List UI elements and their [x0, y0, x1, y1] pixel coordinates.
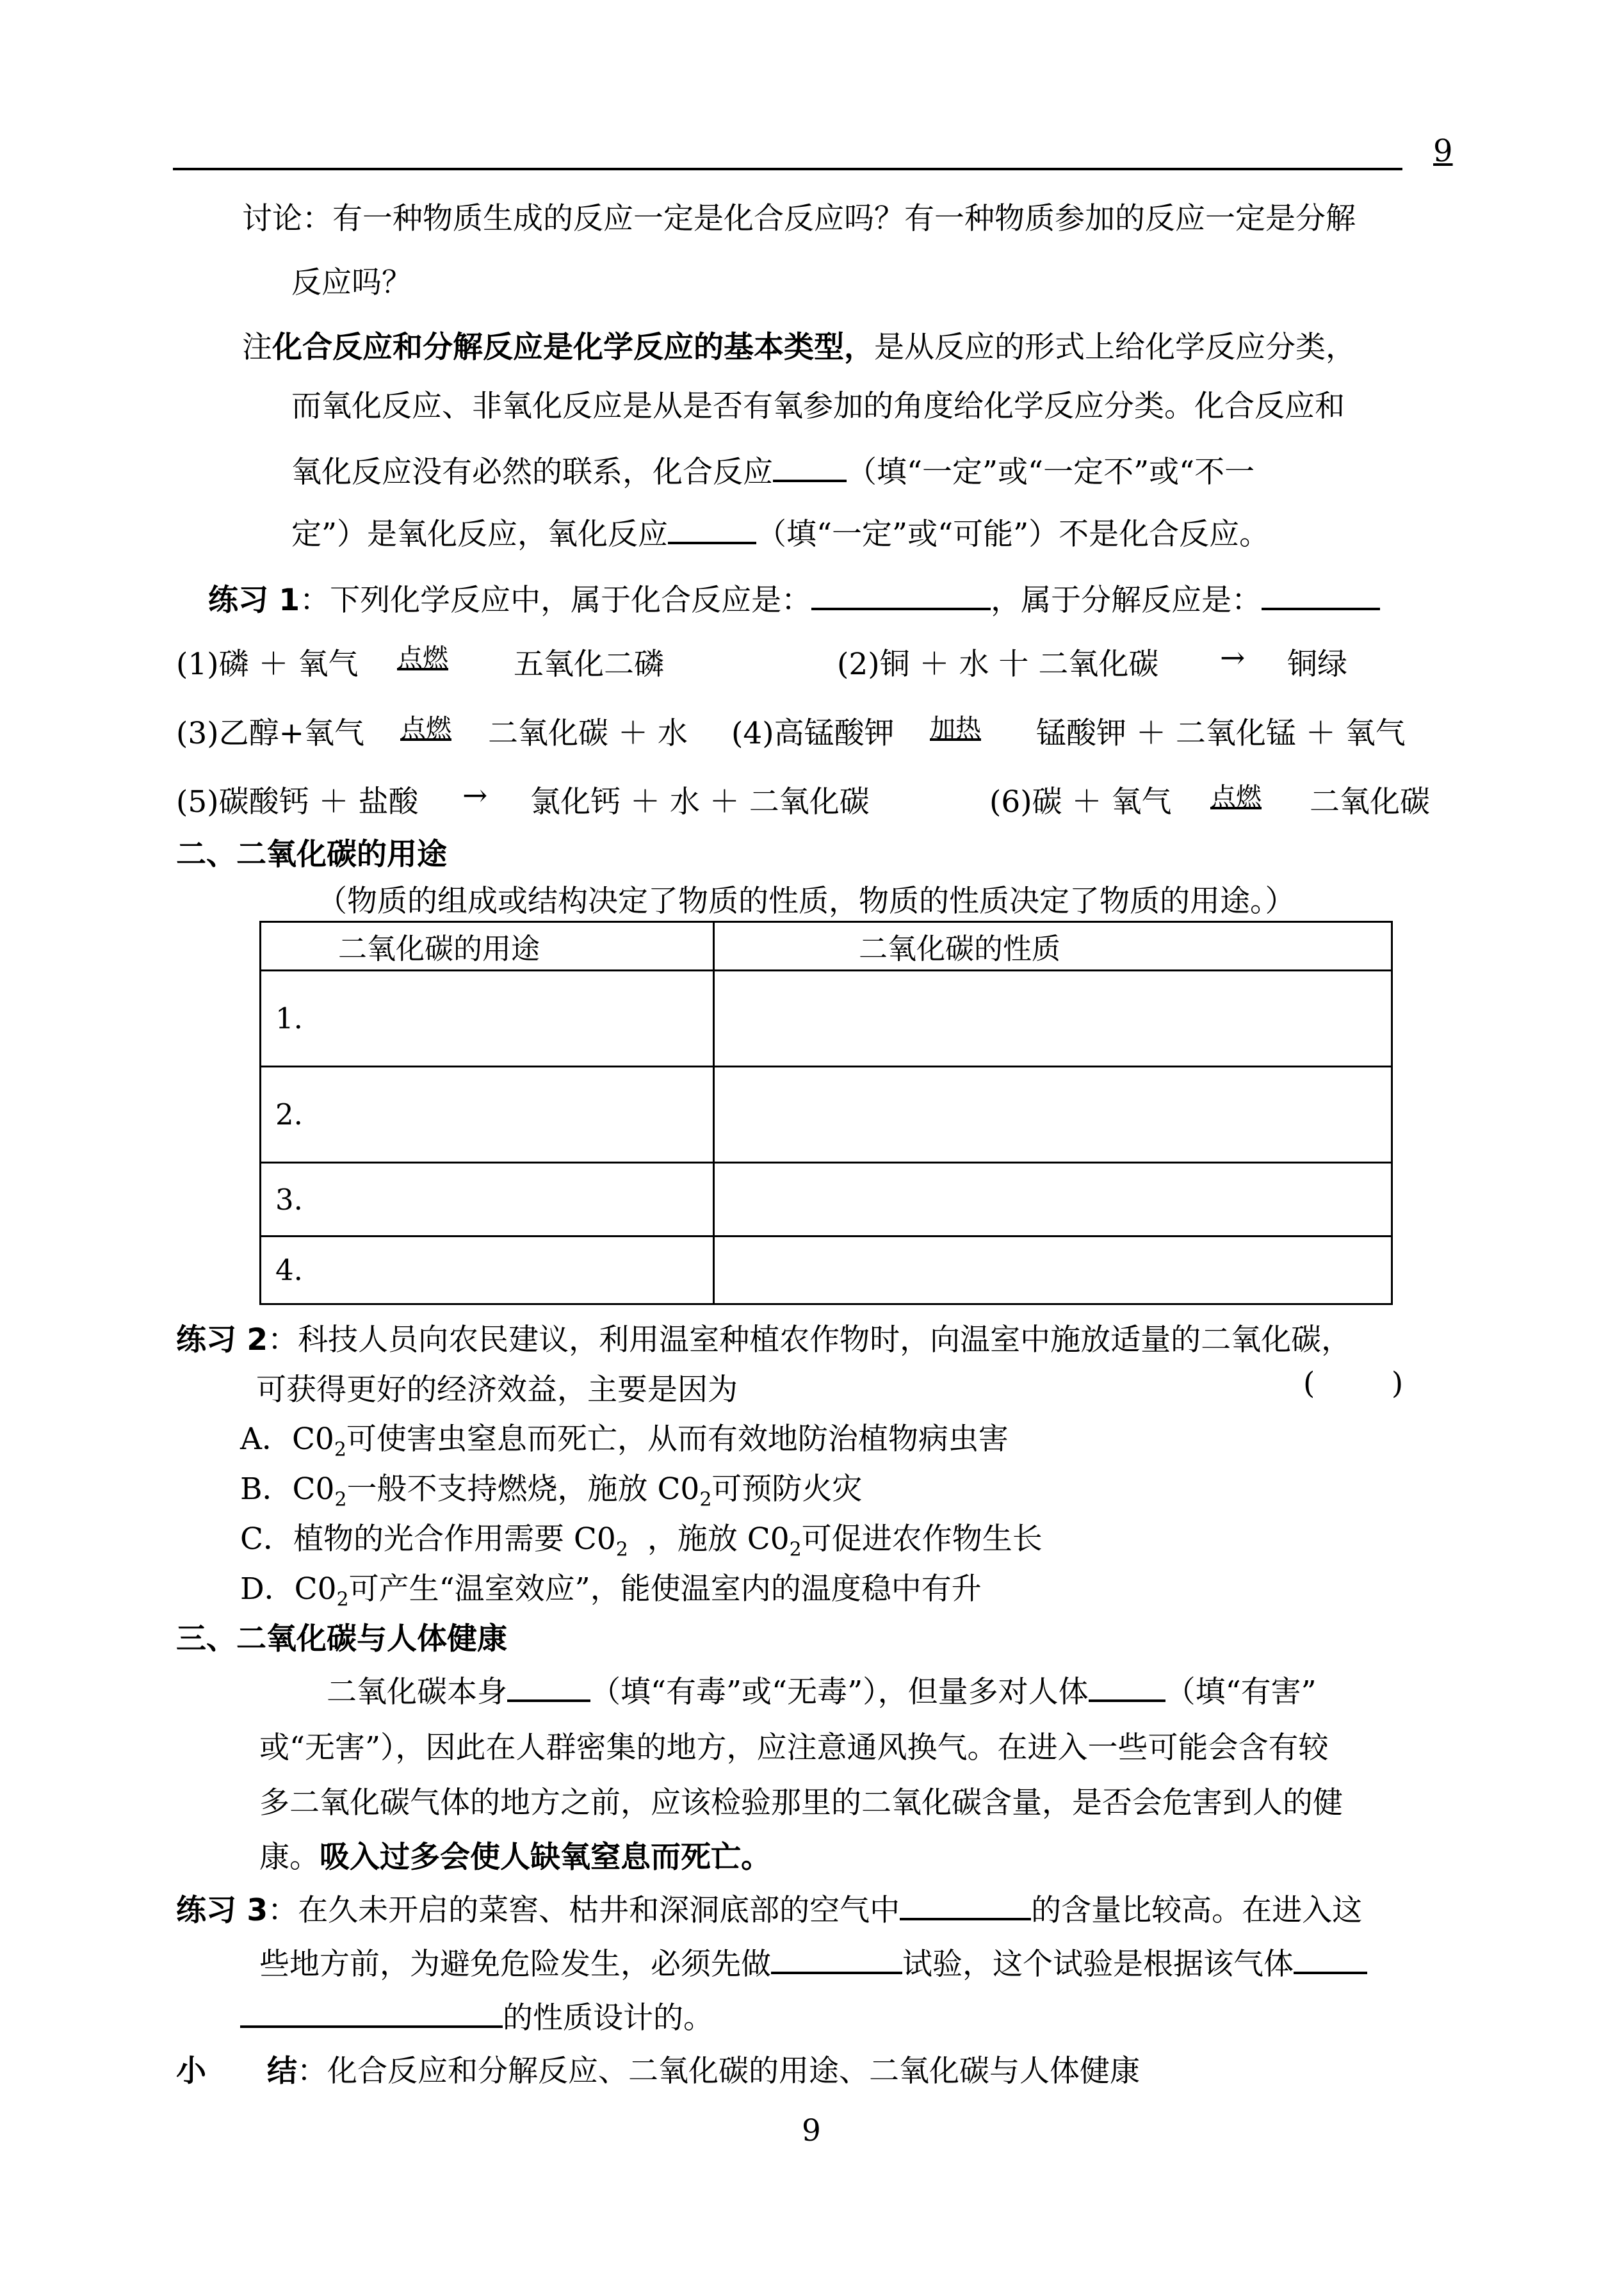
- summary-text: ：化合反应和分解反应、二氧化碳的用途、二氧化碳与人体健康: [297, 2054, 1140, 2089]
- reaction-1-condition: 点燃: [397, 644, 448, 673]
- table-row: [261, 971, 1392, 1067]
- note-line-2: 而氧化反应、非氧化反应是从是否有氧参加的角度给化学反应分类。化合反应和: [291, 389, 1345, 424]
- uses-table-header-properties: 二氧化碳的性质: [714, 922, 1392, 971]
- reaction-6-product: 二氧化碳: [1310, 784, 1430, 820]
- reaction-3-condition: 点燃: [400, 714, 451, 743]
- subscript: 2: [336, 1588, 349, 1611]
- blank-4[interactable]: [1262, 580, 1380, 610]
- subscript: 2: [615, 1538, 628, 1561]
- table-row: [261, 1237, 1392, 1304]
- properties-cell[interactable]: [714, 1067, 1392, 1163]
- blank-8[interactable]: [771, 1943, 902, 1974]
- footer-page-number: 9: [802, 2113, 821, 2148]
- note-line-3: [291, 448, 1255, 491]
- exercise-3-line-1-b: 的含量比较高。在进入这: [1031, 1893, 1363, 1928]
- subscript: 2: [699, 1488, 712, 1511]
- option-a-rest: 可使害虫窒息而死亡，从而有效地防治植物病虫害: [346, 1422, 1009, 1457]
- summary-label-a: 小: [176, 2054, 206, 2089]
- note-line-1-rest: 是从反应的形式上给化学反应分类，: [874, 330, 1356, 365]
- summary: [176, 2047, 1140, 2090]
- option-c-mid: ，施放 C0: [647, 1521, 790, 1557]
- blank-9-continued[interactable]: [240, 1997, 503, 2028]
- blank-7[interactable]: [900, 1890, 1031, 1920]
- exercise-2-text: ：科技人员向农民建议，利用温室种植农作物时，向温室中施放适量的二氧化碳，: [268, 1322, 1352, 1358]
- blank-2[interactable]: [668, 514, 756, 544]
- discussion-line-1: 讨论：有一种物质生成的反应一定是化合反应吗？有一种物质参加的反应一定是分解: [242, 201, 1356, 236]
- note-line-3-b: （填“一定”或“一定不”或“不一: [847, 455, 1255, 490]
- exercise-3-line-1-a: ：在久未开启的菜窖、枯井和深洞底部的空气中: [268, 1893, 900, 1928]
- reaction-2: (2)铜 ＋ 水 十 二氧化碳: [837, 647, 1159, 682]
- option-d: [240, 1565, 982, 1610]
- blank-9[interactable]: [1294, 1943, 1367, 1974]
- blank-6[interactable]: [1089, 1671, 1165, 1702]
- note-line-4: [291, 510, 1269, 553]
- option-c-rest: 可促进农作物生长: [801, 1521, 1043, 1557]
- reaction-1-product: 五氧化二磷: [514, 647, 664, 682]
- note-line-4-b: （填“一定”或“可能”）不是化合反应。: [756, 517, 1270, 552]
- option-c-text: C．植物的光合作用需要 C0: [240, 1521, 616, 1557]
- uses-table-header-row: [261, 922, 1392, 971]
- exercise-3-line-2-b: 试验，这个试验是根据该气体: [902, 1947, 1294, 1982]
- option-a-text: A．C0: [240, 1422, 334, 1457]
- exercise-3-line-1: [176, 1886, 1362, 1929]
- section-2-title: 二、二氧化碳的用途: [176, 837, 447, 872]
- subscript: 2: [789, 1538, 802, 1561]
- blank-3[interactable]: [811, 580, 991, 610]
- reaction-4-product: 锰酸钾 ＋ 二氧化锰 ＋ 氧气: [1036, 716, 1406, 751]
- discussion-line-2: 反应吗？: [291, 265, 412, 300]
- exercise-2-line-1: [176, 1316, 1351, 1359]
- exercise-1-prompt: [208, 576, 1380, 619]
- section-3-title: 三、二氧化碳与人体健康: [176, 1621, 507, 1657]
- option-a: [240, 1415, 1009, 1461]
- exercise-1-text-a: ：下列化学反应中，属于化合反应是：: [300, 583, 812, 618]
- reaction-3-reactants: (3)乙醇+氧气: [176, 716, 364, 751]
- exercise-3-line-3: [240, 1994, 713, 2037]
- exercise-1-text-b: ，属于分解反应是：: [991, 583, 1262, 618]
- option-b: [240, 1465, 862, 1511]
- exercise-3-label: 练习 3: [176, 1893, 268, 1928]
- option-d-text: D．C0: [240, 1571, 337, 1607]
- subscript: 2: [334, 1438, 346, 1461]
- reaction-6-condition: 点燃: [1210, 783, 1262, 812]
- exercise-1-label: 练习 1: [208, 583, 300, 618]
- exercise-2-label: 练习 2: [176, 1322, 268, 1358]
- reaction-2-product: 铜绿: [1287, 647, 1347, 682]
- note-line-1: [242, 323, 1356, 366]
- table-row: [261, 1067, 1392, 1163]
- uses-table-header-uses: 二氧化碳的用途: [261, 922, 714, 971]
- exercise-3-line-2: [259, 1940, 1367, 1983]
- exercise-3-line-2-a: 些地方前，为避免危险发生，必须先做: [259, 1947, 771, 1982]
- reaction-4-reactants: (4)高锰酸钾: [731, 716, 895, 751]
- header-page-number: 9: [1433, 133, 1453, 169]
- uses-cell[interactable]: 4.: [261, 1237, 714, 1304]
- reaction-5-product: 氯化钙 ＋ 水 ＋ 二氧化碳: [530, 784, 870, 820]
- option-d-rest: 可产生“温室效应”，能使温室内的温度稳中有升: [348, 1571, 982, 1607]
- reaction-1-reactants: (1)磷 ＋ 氧气: [176, 647, 359, 682]
- reaction-5-reactants: (5)碳酸钙 ＋ 盐酸: [176, 784, 419, 820]
- note-bold-text: 化合反应和分解反应是化学反应的基本类型，: [272, 330, 874, 365]
- uses-table: [259, 921, 1393, 1305]
- note-line-3-a: 氧化反应没有必然的联系，化合反应: [291, 455, 773, 490]
- reaction-4-condition: 加热: [930, 714, 981, 743]
- properties-cell[interactable]: [714, 971, 1392, 1067]
- section-3-p4-bold: 吸入过多会使人缺氧窒息而死亡。: [320, 1840, 771, 1875]
- section-3-p1-c: （填“有害”: [1165, 1675, 1317, 1710]
- option-b-text: B．C0: [240, 1472, 335, 1507]
- section-3-p4-a: 康。: [259, 1840, 320, 1875]
- note-line-4-a: 定”）是氧化反应，氧化反应: [291, 517, 669, 552]
- reaction-1: [176, 640, 358, 683]
- reaction-2-arrow: →: [1220, 640, 1246, 676]
- section-3-paragraph-4: [259, 1833, 771, 1876]
- reaction-5-arrow: →: [462, 778, 488, 813]
- blank-5[interactable]: [507, 1671, 590, 1702]
- section-3-paragraph-2: 或“无害”），因此在人群密集的地方，应注意通风换气。在进入一些可能会含有较: [259, 1730, 1329, 1765]
- subscript: 2: [334, 1488, 347, 1511]
- option-b-rest: 可预防火灾: [711, 1472, 863, 1507]
- option-b-mid: 一般不支持燃烧，施放 C0: [346, 1472, 700, 1507]
- section-2-intro: （物质的组成或结构决定了物质的性质，物质的性质决定了物质的用途。）: [317, 884, 1295, 919]
- exercise-3-line-3-b: 的性质设计的。: [503, 2000, 713, 2036]
- section-3-p1-b: （填“有毒”或“无毒”），但量多对人体: [590, 1675, 1089, 1710]
- properties-cell[interactable]: [714, 1237, 1392, 1304]
- properties-cell[interactable]: [714, 1163, 1392, 1237]
- blank-1[interactable]: [773, 451, 847, 482]
- section-3-paragraph-3: 多二氧化碳气体的地方之前，应该检验那里的二氧化碳含量，是否会危害到人的健: [259, 1785, 1343, 1821]
- header-rule: [173, 168, 1402, 170]
- option-c: [240, 1515, 1043, 1561]
- reaction-6-reactants: (6)碳 ＋ 氧气: [989, 784, 1172, 820]
- uses-cell[interactable]: 3.: [261, 1163, 714, 1237]
- uses-cell[interactable]: 2.: [261, 1067, 714, 1163]
- section-3-paragraph-1: [327, 1668, 1317, 1711]
- exercise-2-line-2: 可获得更好的经济效益，主要是因为: [256, 1372, 738, 1407]
- exercise-2-answer-bracket[interactable]: ( ): [1303, 1366, 1404, 1401]
- uses-cell[interactable]: 1.: [261, 971, 714, 1067]
- summary-label-b: 结: [267, 2054, 297, 2089]
- reaction-3-product: 二氧化碳 ＋ 水: [488, 716, 688, 751]
- section-3-p1-a: 二氧化碳本身: [327, 1675, 507, 1710]
- note-prefix: 注: [242, 330, 272, 365]
- table-row: [261, 1163, 1392, 1237]
